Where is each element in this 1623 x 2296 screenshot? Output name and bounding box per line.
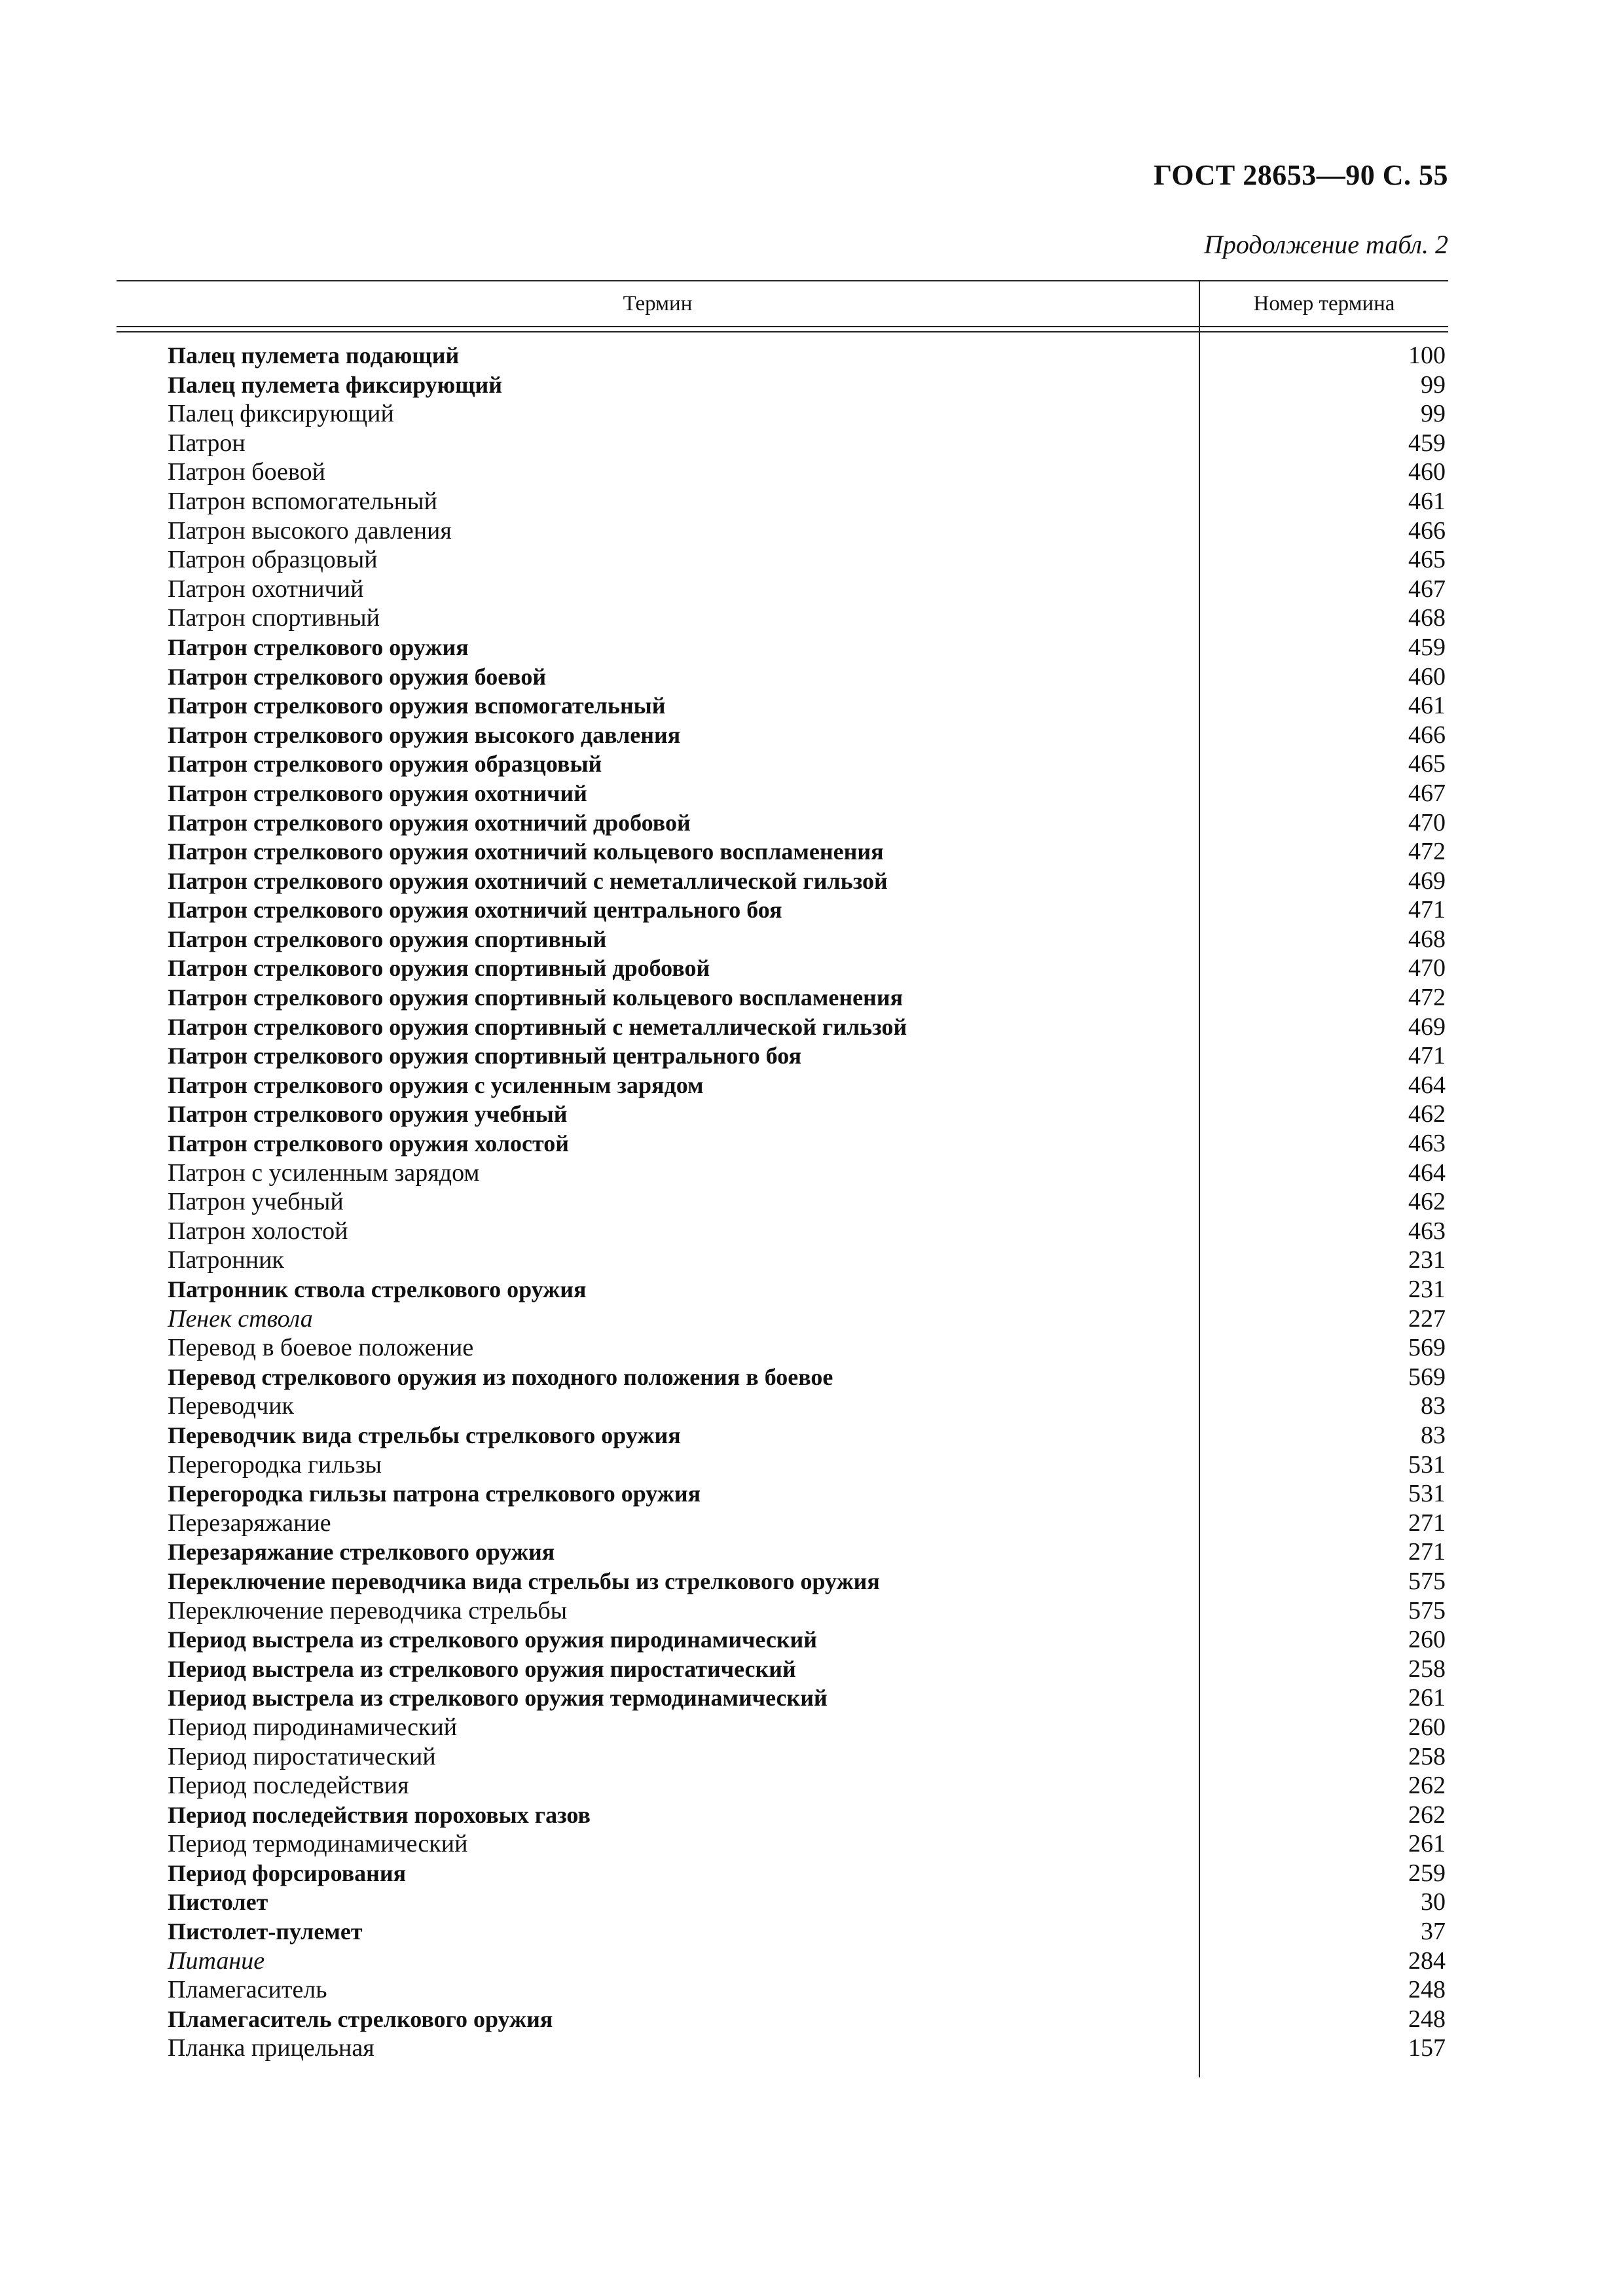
term-number: 467 — [1408, 779, 1446, 807]
term-cell: Патрон образцовый — [168, 546, 378, 574]
term-number-cell — [1199, 2034, 1446, 2063]
term-cell: Переключение переводчика вида стрельбы из стрелкового оружия — [168, 1568, 880, 1594]
term-cell: Патрон стрелкового оружия с усиленным зарядом — [168, 1071, 704, 1098]
term-number-cell — [1199, 1333, 1446, 1363]
table-row — [117, 1217, 1448, 1246]
term-number-cell — [1199, 2005, 1446, 2034]
term-cell: Период пиростатический — [168, 1742, 436, 1770]
term-cell: Планка прицельная — [168, 2034, 374, 2062]
term-number: 284 — [1408, 1946, 1446, 1975]
table-row — [117, 1421, 1448, 1450]
term-number: 465 — [1408, 546, 1446, 574]
table-row — [117, 1304, 1448, 1334]
term-number-cell — [1199, 603, 1446, 633]
term-cell: Патрон стрелкового оружия охотничий — [168, 780, 587, 806]
term-number: 248 — [1408, 2005, 1446, 2033]
table-row — [117, 1187, 1448, 1217]
table-row — [117, 1596, 1448, 1626]
term-number: 464 — [1408, 1071, 1446, 1099]
term-number-cell — [1199, 1975, 1446, 2005]
term-number: 157 — [1408, 2034, 1446, 2062]
term-cell: Период форсирования — [168, 1859, 407, 1886]
term-cell: Перегородка гильзы — [168, 1450, 382, 1479]
term-cell: Период термодинамический — [168, 1830, 468, 1858]
term-cell: Патрон стрелкового оружия охотничий кольцевого воспламенения — [168, 838, 884, 865]
term-cell: Патрон боевой — [168, 458, 325, 486]
table-row — [117, 341, 1448, 370]
term-number-cell — [1199, 1100, 1446, 1129]
table-row — [117, 1829, 1448, 1859]
term-number-cell — [1199, 691, 1446, 721]
term-cell: Питание — [168, 1946, 265, 1975]
table-row — [117, 1625, 1448, 1655]
term-number: 262 — [1408, 1772, 1446, 1800]
term-number-cell — [1199, 1829, 1446, 1859]
term-number: 462 — [1408, 1100, 1446, 1128]
term-number-cell — [1199, 925, 1446, 954]
term-number: 461 — [1408, 692, 1446, 720]
term-cell: Переводчик вида стрельбы стрелкового оружия — [168, 1422, 681, 1448]
term-cell: Патрон стрелкового оружия высокого давления — [168, 721, 681, 748]
term-number-cell — [1199, 1537, 1446, 1567]
term-number: 37 — [1421, 1918, 1446, 1946]
term-number-cell — [1199, 457, 1446, 487]
term-cell: Патрон учебный — [168, 1188, 344, 1216]
term-cell: Палец пулемета фиксирующий — [168, 371, 503, 398]
term-number-cell — [1199, 662, 1446, 692]
column-header-number: Номер термина — [1253, 292, 1395, 315]
term-cell: Пламегаситель — [168, 1976, 327, 2004]
term-number: 472 — [1408, 984, 1446, 1012]
table-row — [117, 1742, 1448, 1772]
term-number: 100 — [1408, 342, 1446, 369]
term-cell: Период пиродинамический — [168, 1713, 458, 1741]
term-number: 463 — [1408, 1130, 1446, 1158]
table-row — [117, 1158, 1448, 1188]
term-cell: Патрон стрелкового оружия учебный — [168, 1101, 568, 1128]
table-row — [117, 1333, 1448, 1363]
term-number-cell — [1199, 1129, 1446, 1158]
term-cell: Перевод стрелкового оружия из походного положения в боевое — [168, 1363, 833, 1390]
term-number: 258 — [1408, 1655, 1446, 1683]
table-row — [117, 808, 1448, 838]
term-cell: Период выстрела из стрелкового оружия термодинамический — [168, 1685, 828, 1712]
table-row — [117, 1567, 1448, 1596]
term-cell: Патрон стрелкового оружия вспомогательный — [168, 692, 666, 719]
term-number: 271 — [1408, 1509, 1446, 1537]
term-cell: Патрон стрелкового оружия охотничий центрального боя — [168, 897, 782, 924]
term-cell: Патрон — [168, 429, 246, 457]
term-number: 83 — [1421, 1421, 1446, 1449]
term-number: 469 — [1408, 867, 1446, 895]
term-cell: Патронник ствола стрелкового оружия — [168, 1276, 587, 1302]
term-number-cell — [1199, 545, 1446, 575]
table-row — [117, 1450, 1448, 1480]
term-cell: Переключение переводчика стрельбы — [168, 1596, 568, 1624]
term-number: 260 — [1408, 1713, 1446, 1741]
table-row — [117, 925, 1448, 954]
table-row — [117, 983, 1448, 1013]
term-number-cell — [1199, 808, 1446, 838]
term-number: 99 — [1421, 400, 1446, 428]
term-number: 465 — [1408, 750, 1446, 778]
table-row — [117, 370, 1448, 400]
term-cell: Период выстрела из стрелкового оружия пиродинамический — [168, 1626, 818, 1653]
term-cell: Патрон стрелкового оружия образцовый — [168, 751, 602, 778]
term-number: 575 — [1408, 1567, 1446, 1595]
term-cell: Патрон стрелкового оружия спортивный кольцевого воспламенения — [168, 984, 903, 1011]
term-number-cell — [1199, 1304, 1446, 1334]
term-number-cell — [1199, 429, 1446, 458]
table-row — [117, 399, 1448, 429]
term-cell: Патрон стрелкового оружия — [168, 634, 469, 660]
term-cell: Патрон стрелкового оружия спортивный с неметаллической гильзой — [168, 1013, 907, 1040]
term-number: 531 — [1408, 1450, 1446, 1479]
term-number-cell — [1199, 1655, 1446, 1684]
term-number-cell — [1199, 1713, 1446, 1742]
table-row — [117, 1013, 1448, 1042]
table-row — [117, 1975, 1448, 2005]
term-number: 248 — [1408, 1976, 1446, 2004]
term-cell: Патрон стрелкового оружия спортивный дробовой — [168, 955, 710, 982]
term-number-cell — [1199, 1888, 1446, 1917]
table-row — [117, 1888, 1448, 1917]
term-number: 469 — [1408, 1013, 1446, 1041]
term-number-cell — [1199, 1625, 1446, 1655]
term-cell: Период выстрела из стрелкового оружия пиростатический — [168, 1655, 796, 1682]
table-row — [117, 1363, 1448, 1392]
term-cell: Патрон с усиленным зарядом — [168, 1158, 480, 1187]
term-number: 260 — [1408, 1626, 1446, 1654]
table-row — [117, 1391, 1448, 1421]
term-number-cell — [1199, 1771, 1446, 1801]
term-number: 460 — [1408, 662, 1446, 691]
term-number: 459 — [1408, 633, 1446, 661]
term-number-cell — [1199, 954, 1446, 983]
term-number-cell — [1199, 1801, 1446, 1830]
table-top-rule — [117, 280, 1448, 281]
table-row — [117, 1946, 1448, 1976]
term-number: 99 — [1421, 370, 1446, 399]
table-row — [117, 603, 1448, 633]
table-row — [117, 487, 1448, 516]
term-cell: Патрон высокого давления — [168, 516, 452, 545]
term-number-cell — [1199, 516, 1446, 546]
term-number: 231 — [1408, 1276, 1446, 1303]
term-number: 470 — [1408, 808, 1446, 836]
term-number: 468 — [1408, 604, 1446, 632]
term-cell: Патрон стрелкового оружия спортивный — [168, 925, 607, 952]
term-number-cell — [1199, 575, 1446, 604]
term-number-cell — [1199, 1071, 1446, 1100]
term-number-cell — [1199, 1391, 1446, 1421]
term-number: 463 — [1408, 1217, 1446, 1245]
term-number-cell — [1199, 1363, 1446, 1392]
term-number-cell — [1199, 1596, 1446, 1626]
term-number-cell — [1199, 895, 1446, 925]
table-row — [117, 1041, 1448, 1071]
term-number-cell — [1199, 1275, 1446, 1304]
term-number: 227 — [1408, 1304, 1446, 1333]
term-number: 259 — [1408, 1859, 1446, 1887]
term-cell: Перевод в боевое положение — [168, 1334, 474, 1362]
term-number-cell — [1199, 1421, 1446, 1450]
table-continuation-label: Продолжение табл. 2 — [1203, 230, 1448, 259]
table-body — [117, 341, 1448, 2063]
table-row — [117, 867, 1448, 896]
term-number: 464 — [1408, 1158, 1446, 1187]
term-number: 271 — [1408, 1538, 1446, 1566]
term-cell: Палец пулемета подающий — [168, 342, 460, 368]
term-number: 470 — [1408, 954, 1446, 982]
term-cell: Пистолет — [168, 1889, 268, 1916]
term-cell: Пенек ствола — [168, 1304, 313, 1333]
table-row — [117, 1509, 1448, 1538]
term-number: 471 — [1408, 1042, 1446, 1070]
term-number: 261 — [1408, 1830, 1446, 1858]
term-number-cell — [1199, 341, 1446, 370]
term-number-cell — [1199, 1013, 1446, 1042]
term-cell: Патронник — [168, 1246, 284, 1274]
term-cell: Пистолет-пулемет — [168, 1918, 363, 1945]
table-row — [117, 691, 1448, 721]
table-row — [117, 779, 1448, 808]
term-number-cell — [1199, 983, 1446, 1013]
term-cell: Патрон охотничий — [168, 575, 364, 603]
term-cell: Патрон стрелкового оружия охотничий дробовой — [168, 809, 691, 836]
term-number-cell — [1199, 633, 1446, 662]
term-number: 569 — [1408, 1334, 1446, 1362]
term-cell: Переводчик — [168, 1392, 295, 1420]
term-number-cell — [1199, 487, 1446, 516]
term-number-cell — [1199, 1509, 1446, 1538]
table-row — [117, 1683, 1448, 1713]
table-row — [117, 1917, 1448, 1946]
terms-table — [117, 280, 1448, 2077]
table-row — [117, 1801, 1448, 1830]
term-cell: Период последействия пороховых газов — [168, 1801, 591, 1828]
term-cell: Патрон стрелкового оружия спортивный центрального боя — [168, 1043, 802, 1069]
term-number: 231 — [1408, 1246, 1446, 1274]
table-row — [117, 1071, 1448, 1100]
table-row — [117, 633, 1448, 662]
term-cell: Патрон вспомогательный — [168, 487, 437, 515]
term-cell: Патрон стрелкового оружия боевой — [168, 663, 547, 690]
term-number-cell — [1199, 867, 1446, 896]
term-number: 262 — [1408, 1801, 1446, 1829]
term-number: 261 — [1408, 1684, 1446, 1712]
term-number: 30 — [1421, 1888, 1446, 1916]
term-number-cell — [1199, 1859, 1446, 1888]
term-number-cell — [1199, 1158, 1446, 1188]
table-row — [117, 545, 1448, 575]
table-row — [117, 516, 1448, 546]
table-row — [117, 575, 1448, 604]
table-row — [117, 1479, 1448, 1509]
term-cell: Патрон холостой — [168, 1217, 348, 1245]
term-number-cell — [1199, 779, 1446, 808]
term-number-cell — [1199, 399, 1446, 429]
term-cell: Период последействия — [168, 1772, 409, 1800]
term-number: 531 — [1408, 1480, 1446, 1508]
term-number-cell — [1199, 1187, 1446, 1217]
table-row — [117, 1129, 1448, 1158]
table-row — [117, 429, 1448, 458]
table-row — [117, 721, 1448, 750]
term-number: 459 — [1408, 429, 1446, 457]
term-cell: Палец фиксирующий — [168, 400, 394, 428]
term-cell: Патрон спортивный — [168, 604, 380, 632]
table-row — [117, 1246, 1448, 1275]
term-number: 83 — [1421, 1392, 1446, 1420]
term-number-cell — [1199, 1683, 1446, 1713]
table-row — [117, 1100, 1448, 1129]
term-cell: Патрон стрелкового оружия холостой — [168, 1130, 569, 1157]
term-number-cell — [1199, 1217, 1446, 1246]
term-number: 569 — [1408, 1363, 1446, 1391]
term-number-cell — [1199, 1450, 1446, 1480]
term-number-cell — [1199, 1567, 1446, 1596]
term-number-cell — [1199, 1041, 1446, 1071]
term-number: 461 — [1408, 487, 1446, 515]
term-number: 466 — [1408, 721, 1446, 749]
term-cell: Патрон стрелкового оружия охотничий с неметаллической гильзой — [168, 867, 888, 894]
term-cell: Пламегаситель стрелкового оружия — [168, 2005, 553, 2032]
table-row — [117, 1655, 1448, 1684]
table-row — [117, 662, 1448, 692]
term-cell: Перезаряжание — [168, 1509, 331, 1537]
term-number: 472 — [1408, 838, 1446, 866]
term-number-cell — [1199, 370, 1446, 400]
term-number-cell — [1199, 749, 1446, 779]
table-header-rule — [117, 326, 1448, 332]
column-header-term: Термин — [623, 292, 693, 315]
table-row — [117, 457, 1448, 487]
term-number: 460 — [1408, 458, 1446, 486]
term-number: 471 — [1408, 896, 1446, 924]
term-number: 468 — [1408, 925, 1446, 953]
term-cell: Перегородка гильзы патрона стрелкового оружия — [168, 1480, 701, 1507]
table-row — [117, 954, 1448, 983]
term-number-cell — [1199, 1946, 1446, 1976]
term-number: 575 — [1408, 1596, 1446, 1624]
term-number-cell — [1199, 1742, 1446, 1772]
table-row — [117, 2005, 1448, 2034]
term-cell: Перезаряжание стрелкового оружия — [168, 1539, 555, 1566]
table-row — [117, 749, 1448, 779]
table-row — [117, 1537, 1448, 1567]
table-row — [117, 1713, 1448, 1742]
table-row — [117, 1275, 1448, 1304]
table-row — [117, 895, 1448, 925]
table-row — [117, 2034, 1448, 2063]
term-number-cell — [1199, 721, 1446, 750]
term-number-cell — [1199, 1246, 1446, 1275]
term-number: 258 — [1408, 1742, 1446, 1770]
term-number-cell — [1199, 837, 1446, 867]
term-number-cell — [1199, 1917, 1446, 1946]
term-number: 462 — [1408, 1188, 1446, 1216]
term-number: 467 — [1408, 575, 1446, 603]
table-row — [117, 837, 1448, 867]
table-row — [117, 1859, 1448, 1888]
term-number: 466 — [1408, 516, 1446, 545]
page-header: ГОСТ 28653—90 С. 55 — [1153, 159, 1448, 191]
table-row — [117, 1771, 1448, 1801]
term-number-cell — [1199, 1479, 1446, 1509]
